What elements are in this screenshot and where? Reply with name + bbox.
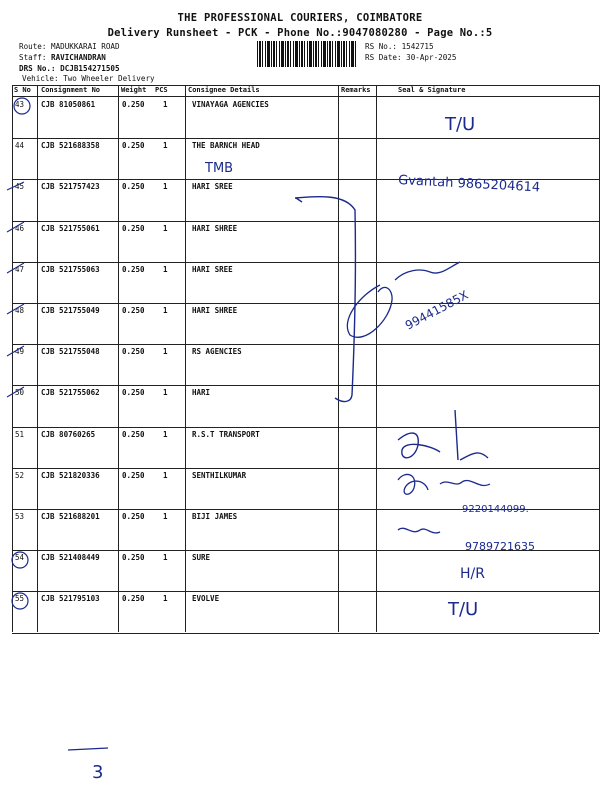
row-rule	[12, 591, 599, 592]
row-rule	[12, 633, 599, 634]
cell-sno: 48	[15, 306, 25, 315]
cell-consignment-no: CJB 521755061	[41, 223, 100, 233]
cell-consignee: BIJI JAMES	[192, 512, 238, 521]
rs-number: RS No.: 1542715	[365, 42, 434, 51]
cell-consignee: VINAYAGA AGENCIES	[192, 100, 269, 109]
table-top-rule	[12, 85, 599, 86]
footer-stroke	[68, 748, 108, 750]
signature-scribble	[398, 474, 490, 494]
cell-sno: 44	[15, 141, 25, 151]
cell-weight: 0.250	[122, 347, 145, 357]
barcode	[257, 41, 357, 67]
header-seal-signature: Seal & Signature	[398, 86, 466, 94]
table-header-rule	[12, 96, 599, 97]
row-rule	[12, 509, 599, 510]
header-sno: S No	[14, 86, 31, 94]
row-rule	[12, 468, 599, 469]
cell-consignment-no: CJB 521820336	[41, 470, 100, 480]
cell-sno: 49	[15, 347, 25, 357]
header-remarks: Remarks	[341, 86, 371, 94]
staff-line	[19, 53, 106, 62]
cell-pcs: 1	[163, 100, 168, 109]
cell-pcs: 1	[163, 553, 168, 563]
staff-name: RAVICHANDRAN	[51, 53, 106, 62]
cell-consignee: SENTHILKUMAR	[192, 470, 247, 480]
cell-pcs: 1	[163, 470, 168, 480]
cell-sno: 53	[15, 512, 25, 521]
cell-consignee: HARI SREE	[192, 264, 233, 274]
staff-label: Staff:	[19, 53, 47, 62]
handwritten-signature: T/U	[448, 599, 479, 620]
cell-weight: 0.250	[122, 306, 145, 315]
bracket-stroke	[296, 198, 302, 202]
bracket-stroke	[295, 197, 355, 402]
cell-pcs: 1	[163, 347, 168, 357]
cell-pcs: 1	[163, 512, 168, 521]
route-label: Route: MADUKKARAI ROAD	[19, 42, 120, 51]
cell-weight: 0.250	[122, 429, 145, 439]
cell-pcs: 1	[163, 223, 168, 233]
cell-consignee: HARI SREE	[192, 182, 233, 192]
handwritten-note: TMB	[205, 161, 234, 176]
cell-consignment-no: CJB 521688201	[41, 512, 100, 521]
document-title: THE PROFESSIONAL COURIERS, COIMBATORE	[177, 12, 423, 24]
signature-scribble	[398, 410, 488, 460]
cell-consignee: HARI	[192, 388, 211, 398]
cell-consignee: HARI SHREE	[192, 306, 238, 315]
cell-sno: 52	[15, 470, 25, 480]
cell-sno: 45	[15, 182, 25, 192]
cell-pcs: 1	[163, 388, 168, 398]
row-rule	[12, 179, 599, 180]
cell-consignment-no: CJB 521757423	[41, 182, 100, 192]
row-rule	[12, 221, 599, 222]
cell-sno: 51	[15, 429, 25, 439]
cell-weight: 0.250	[122, 264, 145, 274]
cell-consignee: R.S.T TRANSPORT	[192, 429, 260, 439]
cell-consignment-no: CJB 521795103	[41, 594, 100, 604]
drs-number: DRS No.: DCJB154271505	[19, 64, 120, 73]
cell-consignee: THE BARNCH HEAD	[192, 141, 260, 151]
handwritten-signature: 9789721635	[465, 540, 535, 553]
cell-pcs: 1	[163, 306, 168, 315]
cell-consignment-no: CJB 521408449	[41, 553, 100, 563]
row-rule	[12, 262, 599, 263]
cell-sno: 50	[15, 388, 25, 398]
handwritten-signature: Gvantah 9865204614	[397, 173, 541, 196]
cell-consignment-no: CJB 521755048	[41, 347, 100, 357]
handwritten-page-mark: 3	[92, 762, 104, 783]
cell-pcs: 1	[163, 429, 168, 439]
vehicle-label: Vehicle: Two Wheeler Delivery	[22, 74, 155, 83]
cell-sno: 43	[15, 100, 25, 109]
row-rule	[12, 427, 599, 428]
cell-pcs: 1	[163, 141, 168, 151]
cell-weight: 0.250	[122, 182, 145, 192]
cell-weight: 0.250	[122, 470, 145, 480]
header-consignment: Consignment No	[41, 86, 101, 94]
cell-sno: 47	[15, 264, 25, 274]
cell-weight: 0.250	[122, 100, 145, 109]
cell-sno: 55	[15, 594, 25, 604]
cell-weight: 0.250	[122, 388, 145, 398]
cell-consignment-no: CJB 80760265	[41, 429, 96, 439]
cell-pcs: 1	[163, 264, 168, 274]
header-consignee: Consignee Details	[188, 86, 260, 94]
header-pcs: PCS	[155, 86, 168, 94]
handwritten-signature: H/R	[460, 566, 485, 582]
cell-weight: 0.250	[122, 141, 145, 151]
cell-consignee: HARI SHREE	[192, 223, 238, 233]
row-tick-marks	[7, 182, 24, 397]
signature-scribble	[398, 528, 440, 533]
cell-weight: 0.250	[122, 553, 145, 563]
cell-consignee: EVOLVE	[192, 594, 220, 604]
handwritten-signature: 9220144099.	[462, 504, 529, 515]
cell-pcs: 1	[163, 182, 168, 192]
signature-scribble	[347, 262, 460, 337]
cell-weight: 0.250	[122, 594, 145, 604]
cell-weight: 0.250	[122, 512, 145, 521]
row-rule	[12, 138, 599, 139]
cell-consignment-no: CJB 81050861	[41, 100, 96, 109]
cell-consignment-no: CJB 521755062	[41, 388, 100, 398]
row-rule	[12, 550, 599, 551]
cell-sno: 54	[15, 553, 25, 563]
row-rule	[12, 385, 599, 386]
cell-consignment-no: CJB 521755063	[41, 264, 100, 274]
cell-pcs: 1	[163, 594, 168, 604]
cell-weight: 0.250	[122, 223, 145, 233]
row-rule	[12, 344, 599, 345]
handwritten-signature: T/U	[445, 114, 476, 135]
handwritten-signature: 99441585X	[402, 287, 471, 333]
cell-consignment-no: CJB 521688358	[41, 141, 100, 151]
cell-consignee: SURE	[192, 553, 211, 563]
cell-consignment-no: CJB 521755049	[41, 306, 100, 315]
rs-date: RS Date: 30-Apr-2025	[365, 53, 457, 62]
header-weight: Weight	[121, 86, 147, 94]
cell-sno: 46	[15, 223, 25, 233]
document-subtitle: Delivery Runsheet - PCK - Phone No.:9047080280 - Page No.:5	[107, 27, 493, 39]
cell-consignee: RS AGENCIES	[192, 347, 242, 357]
row-rule	[12, 303, 599, 304]
